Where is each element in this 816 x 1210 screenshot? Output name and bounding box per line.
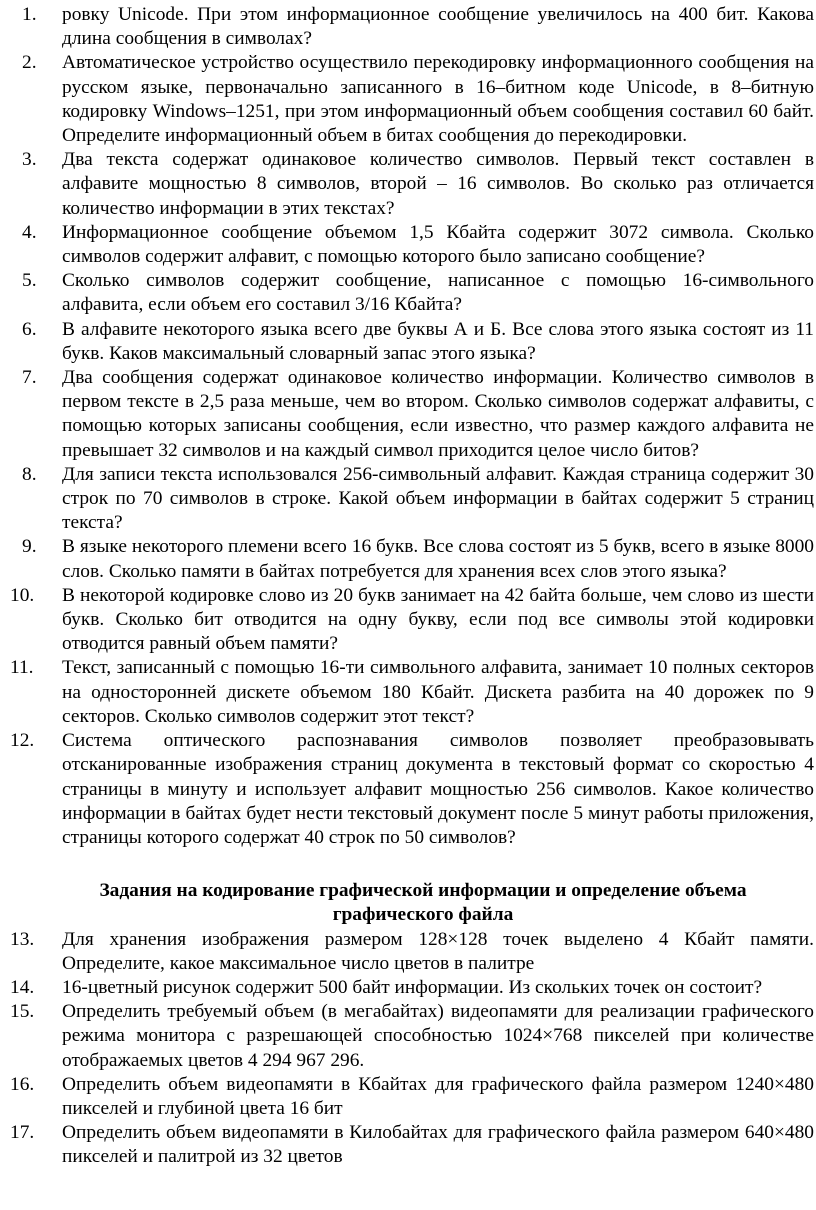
task-text: Информационное сообщение объемом 1,5 Кбайта содержит 3072 символа. Сколько символов содержит алфавит, с помощью которого было записано сообщение? (62, 221, 814, 268)
task-text: Определить требуемый объем (в мегабайтах) видеопамяти для реализации графического режима монитора с разрешающей способностью 1024×768 пикселей при количестве отображаемых цветов 4 294 967 296. (62, 1001, 814, 1071)
task-list-part1 (0, 3, 816, 850)
task-item (10, 584, 814, 657)
task-item (22, 366, 814, 463)
task-text: Для хранения изображения размером 128×128 точек выделено 4 Кбайт памяти. Определите, какое максимальное число цветов в палитре (62, 928, 814, 974)
task-number: 6. (22, 318, 37, 340)
task-text: 16-цветный рисунок содержит 500 байт информации. Из скольких точек он состоит? (62, 976, 763, 998)
task-item (22, 318, 814, 366)
task-item (10, 1073, 814, 1121)
task-number: 10. (10, 584, 35, 606)
task-text: В некоторой кодировке слово из 20 букв занимает на 42 байта больше, чем слово из шести букв. Сколько бит отводится на одну букву, если под все символы этой кодировки отводится равный объем памяти? (62, 584, 814, 655)
task-item (22, 221, 814, 269)
task-text: Текст, записанный с помощью 16-ти символьного алфавита, занимает 10 полных секторов на односторонней дискете объемом 180 Кбайт. Дискета разбита на 40 дорожек по 9 секторов. Сколько символов содержит этот текст? (62, 657, 814, 727)
task-text: В алфавите некоторого языка всего две буквы А и Б. Все слова этого языка состоят из 11 букв. Каков максимальный словарный запас этого языка? (62, 318, 814, 364)
task-text: В языке некоторого племени всего 16 букв. Все слова состоят из 5 букв, всего в языке 8000 слов. Сколько памяти в байтах потребуется для хранения всех слов этого языка? (62, 536, 814, 582)
task-text: Два сообщения содержат одинаковое количество информации. Количество символов в первом тексте в 2,5 раза меньше, чем во втором. Сколько символов содержат алфавиты, с помощью которых записаны сообщения, если известно, что размер каждого алфавита не превышает 32 символов и на каждый символ приходится целое число битов? (62, 367, 814, 461)
task-item (22, 269, 814, 317)
task-number: 16. (10, 1073, 35, 1095)
task-item (22, 3, 814, 51)
task-number: 4. (22, 221, 37, 243)
task-number: 13. (10, 928, 35, 950)
task-number: 9. (22, 536, 37, 558)
task-text: Определить объем видеопамяти в Килобайтах для графического файла размером 640×480 пикселей и палитрой из 32 цветов (62, 1122, 814, 1168)
task-number: 5. (22, 270, 37, 292)
task-text: Система оптического распознавания символов позволяет преобразовывать отсканированные изображения страниц документа в текстовый формат со скоростью 4 страницы в минуту и использует алфавит мощностью 256 символов. Какое количество информации в байтах будет нести текстовый документ после 5 минут работы приложения, страницы которого содержат 40 строк по 50 символов? (62, 730, 814, 848)
task-text: Два текста содержат одинаковое количество символов. Первый текст составлен в алфавите мощностью 8 символов, второй – 16 символов. Во сколько раз отличается количество информации в этих текстах? (62, 149, 814, 219)
task-item (22, 463, 814, 536)
task-text: Сколько символов содержит сообщение, написанное с помощью 16-символьного алфавита, если объем его составил 3/16 Кбайта? (62, 270, 814, 316)
task-item (10, 729, 814, 850)
task-item (22, 51, 814, 148)
task-number: 14. (10, 976, 35, 998)
task-list-part2 (0, 928, 816, 1170)
task-number: 11. (10, 657, 34, 679)
task-item (22, 148, 814, 221)
task-item (22, 535, 814, 583)
task-text: Для записи текста использовался 256-символьный алфавит. Каждая страница содержит 30 строк по 70 символов в строке. Какой объем информации в байтах содержит 5 страниц текста? (62, 463, 814, 534)
task-number: 7. (22, 367, 37, 389)
task-number: 17. (10, 1122, 35, 1144)
task-number: 3. (22, 149, 37, 171)
task-number: 1. (22, 4, 37, 25)
task-number: 8. (22, 463, 37, 485)
task-item (10, 928, 814, 976)
task-number: 12. (10, 730, 35, 752)
task-item (10, 1121, 814, 1169)
task-number: 2. (22, 52, 37, 74)
task-text: ровку Unicode. При этом информационное сообщение увеличилось на 400 бит. Какова длина сообщения в символах? (62, 4, 814, 50)
task-text: Определить объем видеопамяти в Кбайтах для графического файла размером 1240×480 пикселей и глубиной цвета 16 бит (62, 1073, 814, 1119)
task-item (10, 1000, 814, 1073)
task-number: 15. (10, 1001, 35, 1023)
task-item (10, 976, 814, 1000)
task-item (10, 656, 814, 729)
section-heading: Задания на кодирование графической информации и определение объема графического файла (99, 880, 747, 926)
task-text: Автоматическое устройство осуществило перекодировку информационного сообщения на русском языке, первоначально записанного в 16–битном коде Unicode, в 8–битную кодировку Windows–1251, при этом информационный объем сообщения составил 60 байт. Определите информационный объем в битах сообщения до перекодировки. (62, 52, 814, 147)
